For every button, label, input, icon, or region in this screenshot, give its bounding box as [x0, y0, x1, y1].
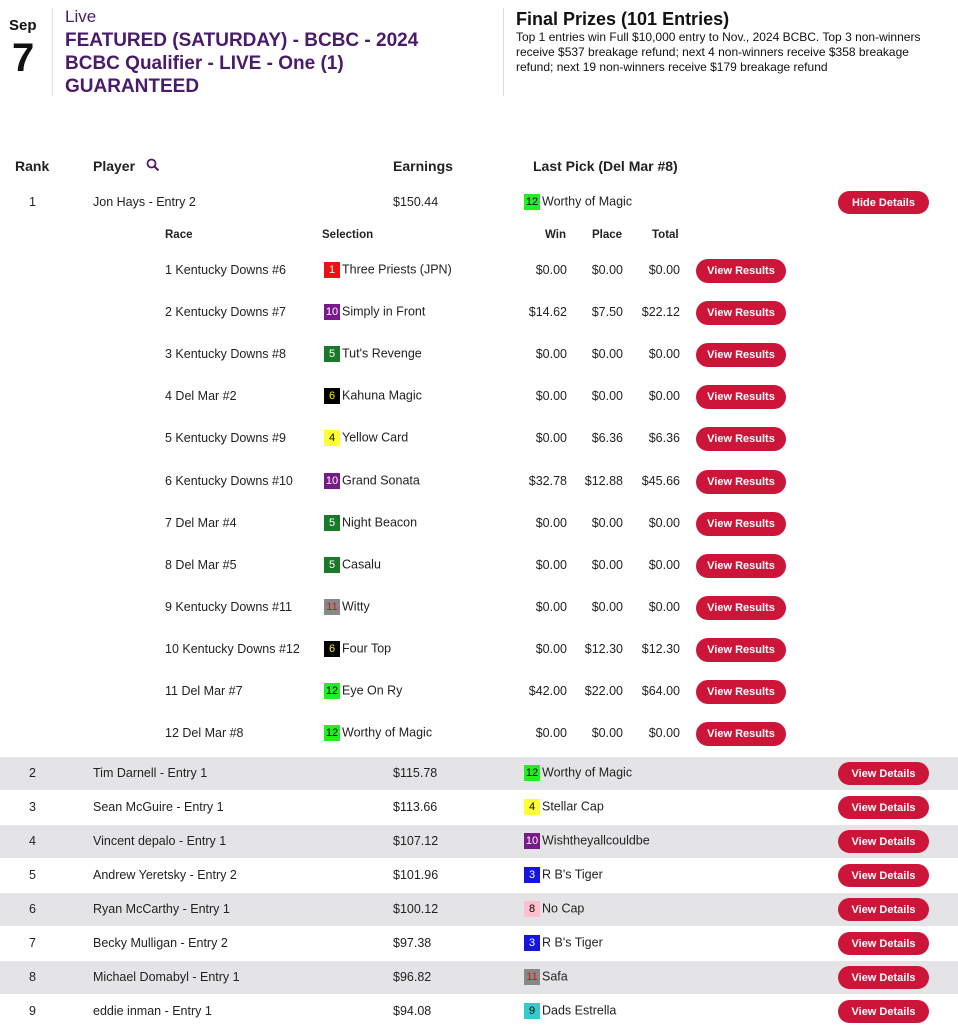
- win-amount: $0.00: [535, 515, 567, 530]
- horse-name: Casalu: [342, 556, 381, 571]
- total-amount: $0.00: [648, 515, 680, 530]
- race-name: 11 Del Mar #7: [165, 684, 243, 698]
- selection: [324, 388, 422, 404]
- total-amount: $0.00: [648, 389, 680, 404]
- total-amount: $64.00: [641, 684, 680, 698]
- last-pick: [524, 969, 568, 985]
- leaderboard-row: [0, 859, 958, 892]
- prizes-description: Top 1 entries win Full $10,000 entry to Nov., 2024 BCBC. Top 3 non-winners receive $537 breakage refund; next 4 non-winners receive $358 breakage refund; next 19 non-winners receive $179 breakage refund: [516, 30, 921, 74]
- total-amount: $45.66: [641, 473, 680, 488]
- win-amount: $0.00: [535, 431, 567, 446]
- race-detail-row: [0, 250, 958, 292]
- horse-name: R B's Tiger: [542, 935, 603, 950]
- race-name: 3 Kentucky Downs #8: [165, 347, 286, 362]
- detail-header-race: Race: [165, 229, 193, 241]
- total-amount: $0.00: [648, 726, 680, 741]
- earnings-value: $97.38: [393, 936, 432, 950]
- race-name: 10 Kentucky Downs #12: [165, 641, 300, 656]
- player-name: Michael Domabyl - Entry 1: [93, 970, 240, 984]
- saddle-cloth-number: 12: [325, 727, 339, 740]
- race-name: 6 Kentucky Downs #10: [165, 473, 293, 488]
- earnings-value: $115.78: [393, 766, 438, 780]
- horse-name: Worthy of Magic: [342, 725, 433, 740]
- place-amount: $7.50: [591, 305, 623, 320]
- win-amount: $42.00: [528, 684, 567, 698]
- saddle-cloth-number: 1: [324, 262, 340, 278]
- horse-name: Tut's Revenge: [342, 346, 422, 361]
- saddle-cloth-number: 5: [324, 557, 340, 573]
- horse-name: Dads Estrella: [542, 1003, 617, 1018]
- view-results-button[interactable]: View Results: [696, 470, 786, 494]
- last-pick: [524, 867, 603, 883]
- view-details-button[interactable]: View Details: [838, 864, 929, 887]
- rank-value: 2: [29, 766, 36, 780]
- selection: [324, 304, 425, 320]
- last-pick: [524, 935, 603, 951]
- player-name: Jon Hays - Entry 2: [93, 195, 196, 209]
- view-results-button[interactable]: View Results: [696, 722, 786, 746]
- view-results-button[interactable]: View Results: [696, 343, 786, 367]
- view-results-button[interactable]: View Results: [696, 259, 786, 283]
- saddle-cloth-number: 6: [324, 641, 340, 657]
- saddle-cloth-number: 3: [524, 867, 540, 883]
- race-name: 12 Del Mar #8: [165, 726, 244, 741]
- saddle-cloth-number: 4: [324, 430, 340, 446]
- horse-name: Night Beacon: [342, 514, 418, 529]
- total-amount: $12.30: [641, 641, 680, 656]
- rank-value: 9: [29, 1004, 36, 1018]
- column-header-last-pick: Last Pick (Del Mar #8): [533, 158, 678, 174]
- race-detail-row: [0, 292, 958, 334]
- rank-value: 3: [29, 800, 36, 814]
- total-amount: $0.00: [648, 263, 680, 277]
- race-name: 7 Del Mar #4: [165, 515, 237, 530]
- contest-header: [0, 0, 958, 130]
- win-amount: $14.62: [528, 305, 567, 320]
- race-detail-row: [0, 713, 958, 755]
- saddle-cloth-number: 5: [324, 346, 340, 362]
- leaderboard-row: [0, 791, 958, 824]
- earnings-value: $100.12: [393, 902, 439, 916]
- selection: [324, 683, 402, 699]
- saddle-cloth-number: 12: [325, 685, 339, 697]
- saddle-cloth-number: 8: [524, 901, 540, 917]
- detail-header-win: Win: [545, 229, 566, 241]
- player-name: eddie inman - Entry 1: [93, 1004, 212, 1018]
- detail-header-selection: Selection: [322, 229, 374, 241]
- place-amount: $0.00: [591, 557, 623, 572]
- player-name: Andrew Yeretsky - Entry 2: [93, 868, 237, 882]
- leaderboard-row: [0, 927, 958, 960]
- view-details-button[interactable]: View Details: [838, 1000, 929, 1023]
- place-amount: $12.30: [584, 641, 623, 656]
- win-amount: $0.00: [535, 557, 567, 572]
- leaderboard-row: [0, 961, 958, 994]
- leaderboard-row: [0, 995, 958, 1028]
- saddle-cloth-number: 10: [325, 474, 339, 487]
- column-header-rank: Rank: [15, 158, 50, 174]
- race-name: 1 Kentucky Downs #6: [165, 263, 286, 277]
- saddle-cloth-number: 10: [325, 306, 339, 319]
- race-detail-row: [0, 545, 958, 587]
- race-name: 4 Del Mar #2: [165, 389, 237, 404]
- selection: [324, 557, 381, 573]
- player-name: Vincent depalo - Entry 1: [93, 834, 227, 848]
- win-amount: $0.00: [535, 263, 567, 277]
- prizes-title: Final Prizes (101 Entries): [516, 9, 730, 29]
- selection: [324, 346, 422, 362]
- view-details-button[interactable]: View Details: [838, 898, 929, 921]
- saddle-cloth-number: 10: [525, 835, 539, 847]
- saddle-cloth-number: 6: [324, 388, 340, 404]
- last-pick: [524, 799, 604, 815]
- win-amount: $0.00: [535, 726, 567, 741]
- earnings-value: $96.82: [393, 970, 432, 984]
- last-pick: [524, 765, 632, 781]
- rank-value: 1: [29, 195, 36, 209]
- view-results-button[interactable]: View Results: [696, 680, 786, 704]
- place-amount: $0.00: [591, 389, 623, 404]
- rank-value: 4: [29, 834, 36, 848]
- contest-status: Live: [65, 7, 97, 26]
- place-amount: $6.36: [591, 431, 623, 446]
- saddle-cloth-number: 11: [524, 969, 540, 985]
- divider: [503, 8, 504, 96]
- search-icon[interactable]: [146, 158, 160, 172]
- view-results-button[interactable]: View Results: [696, 427, 786, 451]
- place-amount: $0.00: [591, 599, 623, 614]
- win-amount: $0.00: [535, 389, 567, 404]
- saddle-cloth-number: 4: [524, 799, 540, 815]
- last-pick: [524, 901, 584, 917]
- rank-value: 7: [29, 936, 36, 950]
- earnings-value: $101.96: [393, 868, 439, 882]
- player-name: Tim Darnell - Entry 1: [93, 766, 208, 780]
- leaderboard-row-expanded: [0, 186, 958, 219]
- last-pick: [524, 1003, 616, 1019]
- race-detail-row: [0, 587, 958, 629]
- leaderboard-row: [0, 757, 958, 790]
- win-amount: $32.78: [528, 473, 567, 488]
- selection: [324, 430, 408, 446]
- selection: [324, 725, 432, 741]
- place-amount: $0.00: [591, 726, 623, 741]
- horse-name: Eye On Ry: [342, 683, 403, 698]
- earnings-value: $94.08: [393, 1004, 432, 1018]
- selection: [324, 515, 417, 531]
- place-amount: $0.00: [591, 515, 623, 530]
- player-name: Becky Mulligan - Entry 2: [93, 936, 228, 950]
- divider: [52, 8, 53, 96]
- view-details-button[interactable]: View Details: [838, 762, 929, 785]
- win-amount: $0.00: [535, 641, 567, 656]
- race-name: 8 Del Mar #5: [165, 557, 237, 572]
- view-results-button[interactable]: View Results: [696, 554, 786, 578]
- earnings-value: $113.66: [393, 800, 438, 814]
- total-amount: $6.36: [648, 431, 680, 446]
- race-name: 2 Kentucky Downs #7: [165, 305, 286, 320]
- player-name: Ryan McCarthy - Entry 1: [93, 902, 230, 916]
- saddle-cloth-number: 3: [524, 935, 540, 951]
- win-amount: $0.00: [535, 347, 567, 362]
- rank-value: 8: [29, 970, 36, 984]
- last-pick: [524, 194, 632, 210]
- place-amount: $22.00: [584, 684, 623, 698]
- horse-name: No Cap: [542, 901, 585, 916]
- race-detail-row: [0, 418, 958, 460]
- race-detail-row: [0, 461, 958, 503]
- date-day: 7: [12, 36, 35, 80]
- race-detail-row: [0, 629, 958, 671]
- view-details-button[interactable]: View Details: [838, 796, 929, 819]
- horse-name: Worthy of Magic: [542, 194, 633, 209]
- total-amount: $22.12: [641, 305, 680, 320]
- earnings-value: $150.44: [393, 195, 439, 209]
- earnings-value: $107.12: [393, 834, 439, 848]
- place-amount: $12.88: [584, 473, 623, 488]
- view-details-button[interactable]: View Details: [838, 830, 929, 853]
- saddle-cloth-number: 5: [324, 515, 340, 531]
- date-month: Sep: [9, 17, 37, 34]
- horse-name: Kahuna Magic: [342, 388, 422, 403]
- race-name: 5 Kentucky Downs #9: [165, 431, 286, 446]
- contest-title: FEATURED (SATURDAY) - BCBC - 2024 BCBC Qualifier - LIVE - One (1) GUARANTEED: [65, 30, 419, 97]
- last-pick: [524, 833, 650, 849]
- view-results-button[interactable]: View Results: [696, 301, 786, 325]
- total-amount: $0.00: [648, 599, 680, 614]
- race-detail-row: [0, 376, 958, 418]
- horse-name: Safa: [542, 969, 568, 984]
- place-amount: $0.00: [591, 263, 623, 277]
- view-results-button[interactable]: View Results: [696, 385, 786, 409]
- win-amount: $0.00: [535, 599, 567, 614]
- column-header-earnings: Earnings: [393, 158, 453, 174]
- horse-name: Worthy of Magic: [542, 765, 633, 780]
- view-results-button[interactable]: View Results: [696, 638, 786, 662]
- race-name: 9 Kentucky Downs #11: [165, 599, 292, 614]
- player-name: Sean McGuire - Entry 1: [93, 800, 224, 814]
- horse-name: Yellow Card: [342, 430, 409, 445]
- saddle-cloth-number: 11: [324, 599, 340, 615]
- view-details-button[interactable]: View Details: [838, 966, 929, 989]
- place-amount: $0.00: [591, 347, 623, 362]
- hide-details-button[interactable]: Hide Details: [838, 191, 929, 214]
- detail-header-place: Place: [592, 229, 623, 241]
- leaderboard-row: [0, 893, 958, 926]
- horse-name: Stellar Cap: [542, 799, 604, 814]
- horse-name: Simply in Front: [342, 304, 426, 319]
- race-detail-row: [0, 503, 958, 545]
- saddle-cloth-number: 12: [525, 196, 539, 208]
- detail-header-total: Total: [652, 229, 679, 241]
- race-detail-row: [0, 334, 958, 376]
- horse-name: Three Priests (JPN): [342, 262, 452, 277]
- rank-value: 6: [29, 902, 36, 916]
- horse-name: Wishtheyallcouldbe: [542, 833, 650, 848]
- selection: [324, 641, 391, 657]
- horse-name: Grand Sonata: [342, 472, 420, 487]
- view-results-button[interactable]: View Results: [696, 512, 786, 536]
- selection: [324, 262, 452, 278]
- horse-name: Four Top: [342, 641, 392, 656]
- selection: [324, 473, 420, 489]
- race-detail-row: [0, 671, 958, 713]
- saddle-cloth-number: 9: [524, 1003, 540, 1019]
- total-amount: $0.00: [648, 557, 680, 572]
- saddle-cloth-number: 12: [525, 767, 539, 779]
- view-results-button[interactable]: View Results: [696, 596, 786, 620]
- total-amount: $0.00: [648, 347, 680, 362]
- selection: [324, 599, 370, 615]
- horse-name: Witty: [342, 599, 370, 614]
- leaderboard-row: [0, 825, 958, 858]
- view-details-button[interactable]: View Details: [838, 932, 929, 955]
- horse-name: R B's Tiger: [542, 867, 603, 882]
- rank-value: 5: [29, 868, 36, 882]
- column-header-player: Player: [93, 158, 136, 174]
